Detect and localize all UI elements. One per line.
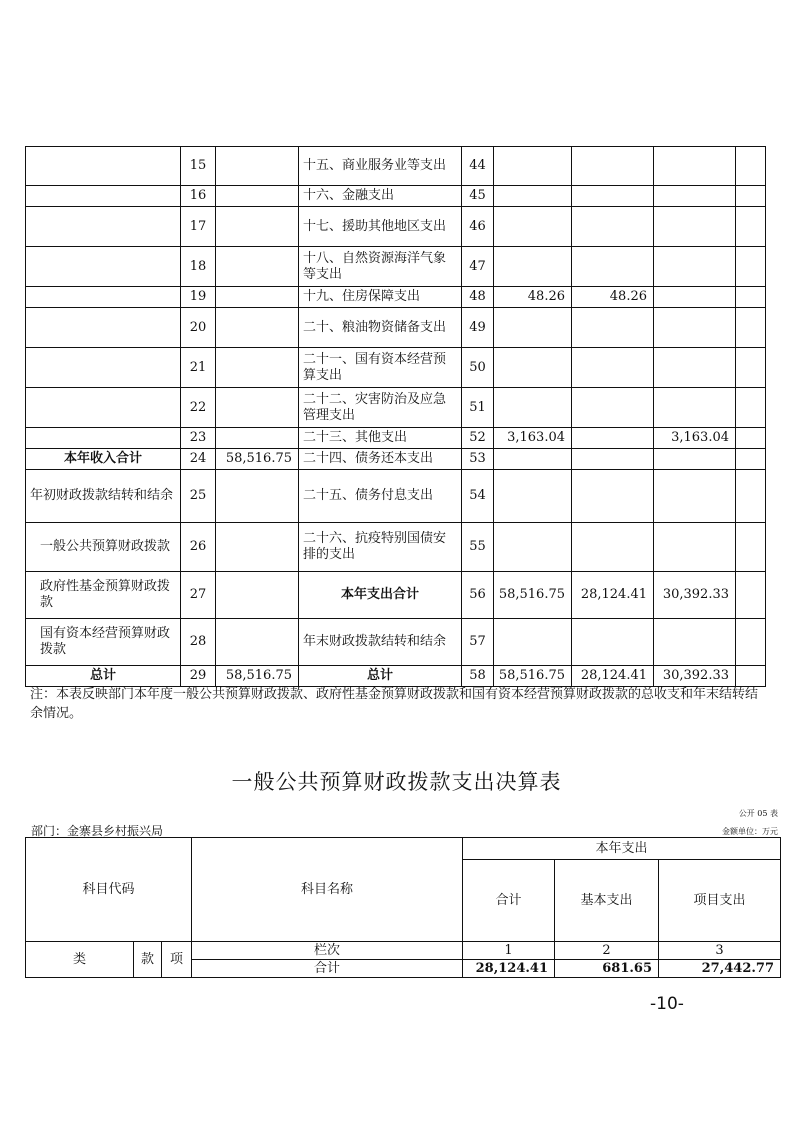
income-item bbox=[26, 147, 181, 186]
fund-budget-amount bbox=[654, 470, 736, 523]
income-amount: 58,516.75 bbox=[216, 666, 299, 687]
table-row bbox=[26, 147, 766, 186]
row-number: 20 bbox=[181, 308, 216, 348]
total-amount bbox=[494, 308, 572, 348]
fund-budget-amount: 3,163.04 bbox=[654, 428, 736, 449]
table-row bbox=[26, 449, 766, 470]
empty-cell bbox=[736, 147, 766, 186]
income-item bbox=[26, 186, 181, 207]
income-amount: 58,516.75 bbox=[216, 449, 299, 470]
expenditure-item: 本年支出合计 bbox=[299, 572, 462, 619]
empty-cell bbox=[736, 572, 766, 619]
fund-budget-amount bbox=[654, 348, 736, 388]
general-budget-expenditure-table bbox=[25, 837, 781, 978]
income-item bbox=[26, 247, 181, 287]
general-budget-amount bbox=[572, 207, 654, 247]
total-amount: 58,516.75 bbox=[494, 666, 572, 687]
row-number: 55 bbox=[462, 523, 494, 572]
row-number: 56 bbox=[462, 572, 494, 619]
page-number: -10- bbox=[650, 994, 684, 1014]
income-amount bbox=[216, 308, 299, 348]
fund-budget-amount bbox=[654, 247, 736, 287]
table-row bbox=[26, 572, 766, 619]
table-row bbox=[26, 523, 766, 572]
table-row bbox=[26, 666, 766, 687]
header-lei: 类 bbox=[26, 942, 134, 978]
total-amount bbox=[494, 449, 572, 470]
table-row bbox=[26, 287, 766, 308]
expenditure-item: 总计 bbox=[299, 666, 462, 687]
empty-cell bbox=[736, 428, 766, 449]
total-amount bbox=[494, 619, 572, 666]
page-title: 一般公共预算财政拨款支出决算表 bbox=[231, 770, 562, 794]
income-amount bbox=[216, 428, 299, 449]
empty-cell bbox=[736, 619, 766, 666]
header-project: 项目支出 bbox=[659, 860, 781, 942]
general-budget-amount bbox=[572, 186, 654, 207]
row-number: 15 bbox=[181, 147, 216, 186]
table-row bbox=[26, 619, 766, 666]
income-amount bbox=[216, 619, 299, 666]
expenditure-item: 二十一、国有资本经营预算支出 bbox=[299, 348, 462, 388]
total-amount bbox=[494, 348, 572, 388]
expenditure-item: 年末财政拨款结转和结余 bbox=[299, 619, 462, 666]
total-amount bbox=[494, 247, 572, 287]
general-budget-amount bbox=[572, 449, 654, 470]
row-number: 18 bbox=[181, 247, 216, 287]
sum-label: 合计 bbox=[192, 960, 463, 978]
income-amount bbox=[216, 523, 299, 572]
row-number: 52 bbox=[462, 428, 494, 449]
fund-budget-amount: 30,392.33 bbox=[654, 666, 736, 687]
empty-cell bbox=[736, 666, 766, 687]
total-amount: 3,163.04 bbox=[494, 428, 572, 449]
sum-project: 27,442.77 bbox=[659, 960, 781, 978]
general-budget-amount bbox=[572, 470, 654, 523]
row-number: 27 bbox=[181, 572, 216, 619]
general-budget-amount bbox=[572, 247, 654, 287]
general-budget-amount: 28,124.41 bbox=[572, 666, 654, 687]
income-item bbox=[26, 388, 181, 428]
general-budget-amount bbox=[572, 348, 654, 388]
header-subject-name: 科目名称 bbox=[192, 838, 463, 942]
general-budget-amount bbox=[572, 308, 654, 348]
empty-cell bbox=[736, 247, 766, 287]
table-row bbox=[26, 308, 766, 348]
empty-cell bbox=[736, 287, 766, 308]
row-number: 21 bbox=[181, 348, 216, 388]
income-amount bbox=[216, 147, 299, 186]
general-budget-amount bbox=[572, 619, 654, 666]
fund-budget-amount bbox=[654, 147, 736, 186]
expenditure-item: 二十、粮油物资储备支出 bbox=[299, 308, 462, 348]
income-amount bbox=[216, 207, 299, 247]
income-amount bbox=[216, 287, 299, 308]
income-expenditure-table bbox=[25, 146, 766, 687]
header-row bbox=[26, 838, 781, 860]
general-budget-amount bbox=[572, 388, 654, 428]
expenditure-item: 十九、住房保障支出 bbox=[299, 287, 462, 308]
header-current-year: 本年支出 bbox=[463, 838, 781, 860]
column-number: 1 bbox=[463, 942, 555, 960]
income-item: 一般公共预算财政拨款 bbox=[26, 523, 181, 572]
row-number: 22 bbox=[181, 388, 216, 428]
empty-cell bbox=[736, 308, 766, 348]
table-row bbox=[26, 348, 766, 388]
column-number: 3 bbox=[659, 942, 781, 960]
department-label: 部门：金寨县乡村振兴局 bbox=[31, 824, 164, 838]
empty-cell bbox=[736, 207, 766, 247]
table-row bbox=[26, 186, 766, 207]
row-number: 51 bbox=[462, 388, 494, 428]
column-number-row bbox=[26, 942, 781, 960]
row-number: 26 bbox=[181, 523, 216, 572]
row-number: 23 bbox=[181, 428, 216, 449]
income-item bbox=[26, 428, 181, 449]
income-item: 总计 bbox=[26, 666, 181, 687]
row-number: 58 bbox=[462, 666, 494, 687]
unit-label: 金额单位：万元 bbox=[722, 827, 778, 836]
total-amount bbox=[494, 186, 572, 207]
income-amount bbox=[216, 186, 299, 207]
income-item bbox=[26, 308, 181, 348]
income-amount bbox=[216, 572, 299, 619]
header-kuan: 款 bbox=[134, 942, 162, 978]
income-item: 国有资本经营预算财政拨款 bbox=[26, 619, 181, 666]
expenditure-item: 十七、援助其他地区支出 bbox=[299, 207, 462, 247]
row-number: 48 bbox=[462, 287, 494, 308]
empty-cell bbox=[736, 523, 766, 572]
row-number: 50 bbox=[462, 348, 494, 388]
total-amount bbox=[494, 147, 572, 186]
table-row bbox=[26, 428, 766, 449]
total-amount bbox=[494, 523, 572, 572]
general-budget-amount: 48.26 bbox=[572, 287, 654, 308]
empty-cell bbox=[736, 449, 766, 470]
row-number: 53 bbox=[462, 449, 494, 470]
header-total: 合计 bbox=[463, 860, 555, 942]
row-number: 25 bbox=[181, 470, 216, 523]
expenditure-item: 二十五、债务付息支出 bbox=[299, 470, 462, 523]
row-number: 49 bbox=[462, 308, 494, 348]
header-basic: 基本支出 bbox=[555, 860, 659, 942]
general-budget-amount: 28,124.41 bbox=[572, 572, 654, 619]
expenditure-item: 十五、商业服务业等支出 bbox=[299, 147, 462, 186]
income-amount bbox=[216, 388, 299, 428]
general-budget-amount bbox=[572, 147, 654, 186]
empty-cell bbox=[736, 388, 766, 428]
empty-cell bbox=[736, 348, 766, 388]
fund-budget-amount bbox=[654, 287, 736, 308]
table-row bbox=[26, 207, 766, 247]
row-number: 19 bbox=[181, 287, 216, 308]
table-row bbox=[26, 247, 766, 287]
fund-budget-amount bbox=[654, 388, 736, 428]
income-amount bbox=[216, 247, 299, 287]
expenditure-item: 二十六、抗疫特别国债安排的支出 bbox=[299, 523, 462, 572]
fund-budget-amount bbox=[654, 186, 736, 207]
income-amount bbox=[216, 348, 299, 388]
income-item bbox=[26, 348, 181, 388]
total-amount: 58,516.75 bbox=[494, 572, 572, 619]
row-number: 16 bbox=[181, 186, 216, 207]
fund-budget-amount bbox=[654, 449, 736, 470]
total-amount bbox=[494, 470, 572, 523]
general-budget-amount bbox=[572, 523, 654, 572]
income-item bbox=[26, 287, 181, 308]
row-number: 54 bbox=[462, 470, 494, 523]
table-row bbox=[26, 470, 766, 523]
general-budget-amount bbox=[572, 428, 654, 449]
row-number: 45 bbox=[462, 186, 494, 207]
fund-budget-amount bbox=[654, 308, 736, 348]
expenditure-item: 十六、金融支出 bbox=[299, 186, 462, 207]
column-label: 栏次 bbox=[192, 942, 463, 960]
expenditure-item: 二十四、债务还本支出 bbox=[299, 449, 462, 470]
expenditure-item: 二十三、其他支出 bbox=[299, 428, 462, 449]
total-amount bbox=[494, 207, 572, 247]
row-number: 57 bbox=[462, 619, 494, 666]
fund-budget-amount bbox=[654, 619, 736, 666]
row-number: 44 bbox=[462, 147, 494, 186]
table-code: 公开 05 表 bbox=[738, 809, 778, 818]
row-number: 24 bbox=[181, 449, 216, 470]
header-xiang: 项 bbox=[162, 942, 192, 978]
expenditure-item: 二十二、灾害防治及应急管理支出 bbox=[299, 388, 462, 428]
row-number: 47 bbox=[462, 247, 494, 287]
row-number: 17 bbox=[181, 207, 216, 247]
row-number: 46 bbox=[462, 207, 494, 247]
fund-budget-amount bbox=[654, 207, 736, 247]
total-amount bbox=[494, 388, 572, 428]
row-number: 28 bbox=[181, 619, 216, 666]
empty-cell bbox=[736, 186, 766, 207]
table-row bbox=[26, 388, 766, 428]
income-item: 本年收入合计 bbox=[26, 449, 181, 470]
empty-cell bbox=[736, 470, 766, 523]
expenditure-item: 十八、自然资源海洋气象等支出 bbox=[299, 247, 462, 287]
table-note: 注：本表反映部门本年度一般公共预算财政拨款、政府性基金预算财政拨款和国有资本经营预算财政拨款的总收支和年末结转结余情况。 bbox=[30, 687, 759, 721]
sum-total: 28,124.41 bbox=[463, 960, 555, 978]
column-number: 2 bbox=[555, 942, 659, 960]
sum-basic: 681.65 bbox=[555, 960, 659, 978]
fund-budget-amount: 30,392.33 bbox=[654, 572, 736, 619]
fund-budget-amount bbox=[654, 523, 736, 572]
row-number: 29 bbox=[181, 666, 216, 687]
income-item: 政府性基金预算财政拨款 bbox=[26, 572, 181, 619]
header-subject-code: 科目代码 bbox=[26, 838, 192, 942]
income-amount bbox=[216, 470, 299, 523]
total-amount: 48.26 bbox=[494, 287, 572, 308]
income-item: 年初财政拨款结转和结余 bbox=[26, 470, 181, 523]
income-item bbox=[26, 207, 181, 247]
